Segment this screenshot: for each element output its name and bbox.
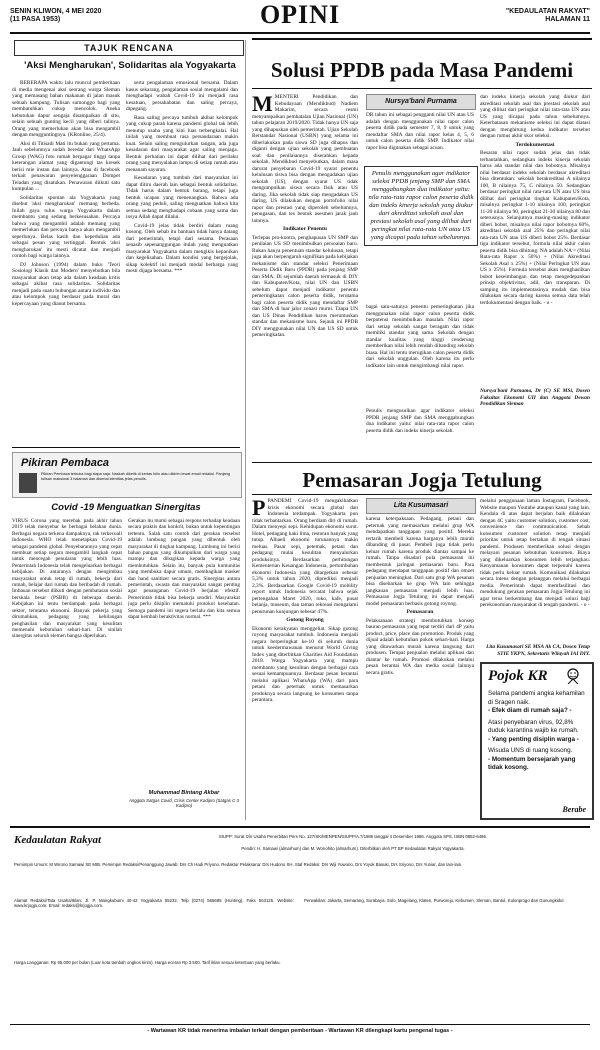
pojok-items [488,690,586,773]
pembaca-portrait-icon [19,473,37,493]
header-paper: "KEDAULATAN RAKYAT" [505,8,590,15]
pembaca-col-1: VIRUS Corona yang merebak pada akhir tahun 2019 telah menyebar ke berbagai belahan dunia. Berbagai negara terkena dampaknya, tak terkecuali Indonesia. WHO telah menetapkan Covid-19 sebagai pandemi global. Penyebarannya yang cepat membuat setiap negara mengambil langkah cepat untuk mencegah penularan yang lebih luas. Pemerintah Indonesia telah mengeluarkan berbagai kebijakan. Di antaranya dengan mengimbau masyarakat untuk tetap di rumah, bekerja dari rumah, belajar dari rumah dan beribadah di rumah. Imbauan tersebut diikuti dengan pembatasan sosial berskala besar (PSBB) di beberapa daerah. Kebijakan ini tentu berdampak pada berbagai sektor, terutama ekonomi. Banyak pekerja yang dirumahkan, pedagang yang kehilangan penghasilan dan masyarakat yang kesulitan memenuhi kebutuhan sehari-hari. Di sinilah sinergitas seluruh elemen bangsa diperlukan. [12,518,122,640]
section-title: OPINI [259,0,341,29]
pojok-item-2: - Efek diam di rumah saja? - [488,707,572,714]
pojok-item-6: - Momentum bersejarah yang tidak kosong. [488,755,576,771]
colophon-people: Pemimpin Umum: M Wirono Samawi SE MIB. Pemimpin Redaksi/Penanggung Jawab: Drs Ch Hadi Priyono. Redaktur Pelaksana: Drs Hudono SH. Staf Redaksi: Drs Wiji Yuwono, Drs Yoyok Basuki, Drs Sriyono, Drs Yuniar, dan lain-lain. [14,862,463,867]
jogja-title: Pemasaran Jogja Tetulung [302,468,542,492]
jogja-col2b-text: Pelaksanaan strategi membutuhkan konsep bauran pemasaran yang tepat terdiri dari 4P yaitu product, price, place dan promotion. Produk yang dijual adalah kebutuhan pokok sehari-hari. Harga yang ditawarkan murah karena langsung dari produsen. Tempat penjualan melalui aplikasi dan diantar ke rumah. Promosi dilakukan melalui pesan berantai WA dan media sosial lainnya secara gratis. [366,617,474,676]
ppdb-subhead-1: Indikator Penentu [283,226,327,232]
tajuk-title: 'Aksi Mengharukan', Solidaritas ala Yogyakarta [24,60,236,71]
jogja-byline-box [366,498,476,514]
ppdb-subhead-2: Terdokumentasi [515,141,555,148]
colophon-founded: Pendiri: H. Samawi (almarhum) dan M. Wonohito (almarhum). Diterbitkan oleh PT BP Kedaulatan Rakyat Yogyakarta. [241,846,465,851]
ppdb-col-2a: DB tahun ini sebagai pengganti nilai UN atau US adalah dengan menggunakan nilai rapor calon peserta didik pada semester 7, 8, 9 untuk yang mendaftar SMA dan nilai rapor kelas 4, 5, 6 untuk calon peserta didik SMP. Indikator nilai rapor bisa digunakan sebagai acuan. [366,112,474,151]
column-separator [245,40,246,820]
ppdb-col-2c: Penulis mengusulkan agar indikator seleksi PPDB jenjang SMP dan SMA menggabungkan dua indikator yaitu: nilai rata-rata rapor calon peserta didik dan indeks kinerja sekolah. [366,408,474,434]
jogja-byline: Lita Kusumasari [393,502,449,509]
pojok-mascot-icon [564,668,582,684]
jogja-col1b-text: Ekonomi kerakyatan menggeliat. Sikap gotong royong masyarakat tumbuh. Indonesia menjadi negara berperingkat ke-10 di seluruh dunia untuk keedermawanan menurut World Giving Index yang diterbitkan Charities Aid Foundation 2018. Warga Yogyakarta yang mampu membantu yang kesulitan dengan berbagai cara sesuai kemampuannya. Berdasar pesan berantai melalui aplikasi WhatsApp (WA) dari para petani dan peternak untuk memasarkan produknya secara langsung ke konsumen tanpa perantara. [252,625,358,703]
jogja-title-rule [252,494,592,495]
ppdb-col1-text: MENTERI Pendidikan dan Kebudayaan (Mendikbud) Nadiem Makarim, secara resmi menyampaikan pembatalan Ujian Nasional (UN) tahun pelajaran 2019/2020. Tidak hanya UN saja yang dihapuskan oleh pemerintah. Ujian Sekolah Berstandar Nasional (USBN) yang selama ini diberlakukan pada siswa SD juga dihapus dan diganti dengan ujian sekolah yang pembuatan soal dan penilaiannya diserahkan kepada sekolah. Mendikbud menyebutkan, dalam masa darurat penyebaran Covid-19 syarat penentu kelulusan siswa bisa dengan mengadakan ujian sekolah (US), dengan syarat US tidak mengumpulkan siswa secara fisik atau US daring. Jika sekolah tidak siap mengadakan US daring, US dilakukan dengan portofolio nilai rapor dan prestasi yang diperoleh sebelumnya, penugasan, dan tes bentuk asesmen jarak jauh lainnya. [252,94,358,224]
tajuk-p1: BEBERAPA waktu lalu muncul pemberitaan di media mengenai aksi seorang warga Sleman yang memasang bahan makanan di jalan masuk sebuah kampung. Tulisan sumonggo bagi yang membutuhkan cukup mencolok. Aneka kebutuhan dapur sengaja disampaikan di situ, selain sebuah gunting kecil yang diberi talinya. Orang yang memerlukan akan bisa mengambil dengan mengguntingnya. (KRonline, 25/4). [12,80,120,138]
pembaca-intro: Pikiran Pembaca terbuka bagi siapa saja. Naskah diketik di kertas folio atau dikirim lewat email redaksi. Panjang tulisan maksimal 3 halaman dan disertai identitas jelas penulis. [41,472,230,481]
tajuk-kicker: TAJUK RENCANA [84,43,174,53]
jogja-col-1 [252,498,358,816]
tajuk-p2: Aksi di Titisadi Mati itu bukan yang pertama. Jauh sebelumnya sudah beredar dari WhatsApp Group (WAG) foto rumah berpagar tinggi tanpa keterangan alamat yang digantungi tas kresek berisi mie instan dan lainnya. Atau di facebook terkait penawaran penyelenggaraan Dompet Teladan yang disatukan. Penawaran diikuti satu kumpulan ... [12,140,120,192]
colophon-perwakilan: Perwakilan: Jakarta, Semarang, Surabaya, Solo, Magelang, Klaten, Purworejo, Kebumen, Sleman, Bantul, Kulonprogo dan Gunungkidul. [304,898,565,903]
colophon-address: Alamat Redaksi/Tata Usaha/Iklan: Jl. P. Mangkubumi 40-42 Yogyakarta 55232. Telp (0274) 565685 (Hunting). Faks 563125. Website: www.krjogja.com. Email: redaksi@krjogja.com. [14,898,294,909]
colophon-siup: SIUPP: Surat Izin Usaha Penerbitan Pers No. 127/SK/MENPEN/SIUPP/A.7/1986 tanggal 4 Desember 1986. Anggota SPS. ISBN 0852-6486. [218,834,488,839]
tajuk-p8: Covid-19 jelas tidak berdiri dalam ruang kosong. Oleh sebab itu bantuan tidak hanya datang dari pemerintah, tetapi dari sesama. Perasaan senasib sepenanggungan itulah yang menguatkan masyarakat Yogyakarta dalam mengikis kepanikan dan kegelisahan. Dalam kondisi yang bergejolak, sikap kolektif ini menjadi modal berharga yang mesti dijaga bersama. *** [126,222,238,274]
jogja-col-2 [366,516,474,816]
ppdb-dropcap: M [252,94,273,116]
ppdb-top-rule [252,38,592,40]
header-date: SENIN KLIWON, 4 MEI 2020 [10,8,102,15]
colophon-logo: Kedaulatan Rakyat [14,834,102,846]
pojok-item-1: Selama pandemi angka kehamilan di Sragen naik. [488,690,585,706]
ppdb-title-rule [252,88,592,89]
header-edition: (11 PASA 1953) [10,16,61,23]
colophon-prices: Harga Langganan: Rp 95.000 per bulan (Luar kota tambah ongkos kirim). Harga eceran Rp 3.500. Tarif iklan sesuai ketentuan yang berlaku. [14,960,281,965]
footer-rule [10,1024,590,1025]
ppdb-col3a-text: dan indeks kinerja sekolah yang diukur dari akreditasi sekolah asal dan prestasi sekolah asal yang dilihat dari peringkat nilai rata-rata UN atau US yang dicapai pada tahun sebelumnya. Keterbatasan mekanisme seleksi ini dapat diatasi dengan menghitung kedua indikator tersebut dengan rumus akhir skor seleksi. [480,94,590,139]
tajuk-p4: DJ Johnson (1994) dalam buku 'Teori Sosiologi Klasik dan Modern' menyebutkan bila masyarakat akan tetap ada dalam keadaan kritis sebagai akibat rasa solidaritas. Solidaritas menjadi pada suatu hubungan antara individu dan atau kelompok yang berdasar pada moral dan kepercayaan yang dianut bersama. [12,261,120,307]
pembaca-col-2: Gerakan itu mumi sebagai respons terhadap keadaan secara praktis dan konkrit, bukan untuk kepentingan tertentu. Salah satu contoh dari gerakan tersebut adalah lumbung pangan yang dibentuk oleh masyarakat di tingkat kampung. Lumbung ini berisi bahan pangan yang dikumpulkan dari warga yang mampu dan dibagikan kepada warga yang membutuhkan. Selain itu, banyak pula komunitas yang membuka dapur umum, membagikan masker dan hand sanitizer secara gratis. Sinergitas antara pemerintah, swasta dan masyarakat sangat penting agar penanganan Covid-19 berjalan efektif. Pemerintah tidak bisa bekerja sendiri. Masyarakat juga perlu disiplin mematuhi protokol kesehatan. Semoga pandemi ini segera berlalu dan kita semua dapat kembali beraktivitas normal. *** [128,518,240,621]
ppdb-col1b-text: Terlepas pro-kontra, penghapusan UN SMP dan penilaian US SD menimbulkan persoalan baru. Bukan hanya penentuan standar kelulusan, tetapi juga akan berpengaruh signifikan pada kebijakan mekanisme dan standar seleksi Penerimaan Peserta Didik Baru (PPDB) pada jenjang SMP dan SMA. Di sejumlah daerah termasuk di DIY dan Kabupaten/Kota, nilai UN dan USBN sebelum dapat menjadi indikator penentu pemeringkatan calon peserta didik, terutama bagi calon peserta didik yang mendaftar SMP dan SMA di luar jalur zonasi murni. Tanpa UN dan US Dinas Pendidikan harus merumuskan standar dan mekanisme baru. Sejauh ini PPDB DIY menggunakan nilai UN dan US SD untuk pemeringkatan. [252,234,358,338]
tajuk-p3: Solidaritas spontan ala Yogyakarta yang disebut 'aksi mengharukan' memang berbeda. Inilah gaya tulus warga Yogyakarta dalam membantu yang sedang berkesusahan. Percaya bahwa yang mengambil adalah memang yang memerlukan dan percaya hanya akan mengambil seperlunya. Belas kasih dan kepedulian ada sebagai pesan yang tertinggal. Bentuk 'aksi mengharukan' itu mesti dicatat dan menjadi contoh bagi warga lainnya. [12,194,120,259]
tajuk-col-1 [12,80,120,442]
colophon-footer: - Wartawan KR tidak menerima imbalan terkait dengan pemberitaan - Wartawan KR dilengkapi kartu pengenal tugas - [147,1028,453,1034]
ppdb-bottom-rule [252,462,592,463]
tajuk-p6: Rasa saling percaya tumbuh akibat kelompok yang cukup parah karena pandemi global tak lebih menutup usaha yang kini luas terbengkalai. Hal inilah yang membuat rasa persaudaraan makin kuat. Selain saling mengulurkan tangan, ada juga kesadaran dari masyarakat agar saling menjaga. Bentuk perhatian ini dapat dilihat dari perilaku orang yang menyalakan lampu di setiap rumah atau menanam sayuran. [126,114,238,173]
jogja-author-note: Lita Kusumasari SE MSA Ak CA, Dosen Tetap STIE YKPN, Sekretaris Wilayah IAI DIY. [486,644,590,657]
tajuk-divider [12,447,240,448]
pembaca-kicker: Pikiran Pembaca [21,457,110,469]
ppdb-pullquote: Penulis menggunakan agar indikator seleksi PPDB jenjang SMP dan SMA menggabungkan dua indikator yaitu: nila rata-rata rapor calon peserta didik dan indeks kinerja sekolah yang diukur dari akreditasi sekolah asal dan prestasi sekolah asal yang dilihat dari peringkat nilai rata-rata UN atau US yang dicapai pada tahun sebelumnya. [364,166,478,246]
header-page: HALAMAN 11 [545,16,590,23]
header-rule [10,32,590,34]
pembaca-author: Muhammad Bintang Akbar [148,790,220,796]
ppdb-col-2b: bagai satu-satunya penentu pemeringkatan jika menggunakan nilai rapor calon peserta didik berpotensi menimbulkan masalah. Nilai rapor dari setiap sekolah sangat beragam dan tidak memiliki standar yang sama. Sekolah dengan standar kualitas yang tinggi cenderung memberikan nilai lebih rendah dibanding sekolah biasa. Hal ini tentu merugikan calon peserta didik dari sekolah unggulan. Oleh karena itu perlu indikator lain untuk mengimbangi nilai rapor. [366,304,474,369]
pembaca-header [12,452,242,498]
pojok-signature: Berabe [562,805,586,814]
pojok-box [480,662,594,820]
pembaca-author-role: Anggota Satgas Covid, Crisis Center Kadipro (Satgas C-3 Kadipro) [128,798,240,809]
pembaca-title: Covid -19 Menguatkan Sinergitas [51,502,201,513]
pojok-title: Pojok KR [488,668,548,684]
ppdb-byline-box [366,94,476,110]
header-paper-block [506,8,590,24]
tajuk-kicker-box [14,40,244,56]
tajuk-p5: serta pengalaman emosional bersama. Dalam kasus sekarang, pengalaman sosial mengalami dan menghadapi wabah Covid-19 ini menjadi rasa kesatuan, persahabatan dan saling percaya, dipegang. [126,80,238,112]
jogja-col2-text: karena keterpaksaan. Pedagang, petani dan peternak yang memasarkan melalui grup WA mendapatkan tanggapan yang positif. Mereka tertarik membeli karena harganya lebih murah dibanding di pasar. Pembeli juga tidak perlu keluar rumah karena produk diantar sampai ke rumah. Tanpa disadari pola pemasaran ini membentuk jaringan pemasaran baru. Para pedagang mendapat tanggapan positif dan omzet penjualan meningkat. Dari satu grup WA pesanan bisa disebarkan ke grup WA lain sehingga jangkauan pemasaran menjadi lebih luas. Pemasaran Jogja Tetulung ini dapat menjadi model pemasaran berbasis gotong royong. [366,516,474,607]
pojok-item-3: Atasi penyebaran virus, 92,8% duduk karantina wajib ke rumah. [488,718,579,734]
jogja-col1-text: PANDEMI Covid-19 mengakibatkan krisis ekonomi secara global dan Indonesia terdampak. Yogyakarta pun tidak terbantarkan. Orang berdiam diri di rumah. Dalam menyepi sepi. Kehidupan ekonomi surut. Hotel, pedagang kaki lima, restoran banyak yang tutup. Albaeli ekonomi turunannya makin meluas. Pasar sepi, petemak, petani dan pedagang mulai kesulitan menyalurkan produksinya. Berdasarkan perhitungan Kementerian Keuangan Indonesia, pertumbuhan ekonomi Indonesia yang ditargetkan sebesar 5,3% untuk tahun 2020, diprediksi menjadi 2,3%. Berdasarkan Google Covid-19 mobility report untuk Indonesia tercatat bahwa sejak pertengahan Maret 2020, toko, kafe, pusat belanja, museum, dan taman rekreasi mengalami penurunan kunjungan sebesar 47%. [252,498,358,615]
ppdb-col-3 [480,94,590,384]
ppdb-byline: Nursya'bani Purnama [385,98,457,105]
jogja-dropcap: P [252,498,266,520]
tajuk-col-2 [126,80,238,442]
jogja-subhead-1: Gotong Royong [286,617,324,623]
tajuk-p7: Kesadaran yang tumbuh dari masyarakat ini dapat ditiru daerah lain sebagai bentuk solidaritas. Tidak harus dalam bentuk barang, tetapi juga bentuk ucapan yang menenangkan. Bahwa ada orang yang peduli, saling menguatkan bahwa kita semua sedang menghadapi cobaan yang sama dan insya Allah dapat dilalui. [126,175,238,220]
colophon-rule [10,826,590,828]
pojok-item-5: Wisuda UNS di ruang kosong. [488,747,573,754]
ppdb-col-1 [252,94,358,456]
ppdb-author-note: Nursya'bani Purnama, Dr (C) SE MSi, Dosen Fakultas Ekonomi UII dan Anggota Dewan Pendidikan Sleman [480,388,590,407]
jogja-col-3: melalui penggunaan laman Instagram, Facebook, Website maupun Youtube ataupun kanal yang lain. Kendala di atas dapat berjalan baik dilakukan dengan 4C yaitu customer solution, customer cost, convenience dan communication. Sebab konsumen customer solution tetap menjadi prioritas untuk tetap bertahan di tengah situasi pandemi. Produsen memberikan solusi dengan melayani pesanan kebutuhan konsumen. Biaya yang dikeluarkan konsumen lebih terjangkau. Kenyamanan konsumen dapat terpenuhi karena tidak perlu keluar rumah. Komunikasi dilakukan secara intens dengan pelanggan melalui berbagai media. Pemerintah dapat memfasilitasi dan mendukung gerakan pemasaran Jogja Tetulung ini agar terus berkembang dan menjadi solusi bagi perekonomian masyarakat di tengah pandemi. - o - [480,498,590,608]
jogja-subhead-2: Pemasaran [406,609,434,615]
ppdb-title: Solusi PPDB pada Masa Pandemi [270,58,574,82]
pojok-item-4: - Yang penting disiplin warga - [488,735,579,743]
ppdb-col3b-text: Besaran nilai rapor sudah jelas dan tidak terbantahkan, sedangkan indeks kinerja sekolah harus ada standar nilai dan bobotnya. Misalnya nilai berdasar indeks sekolah berdasar akreditasi bisa ditentukan: sekolah berakreditasi A nilainya 100, B nilainya 75, C nilainya 50. Sedangkan berdasar peringkat nilai rata-rata UN atau US bisa dilihat dari peringkat tingkat Kabupaten/Kota, misalnya peringkat 1-10 nilainya 100, peringkat 11-20 nilainya 90, peringkat 21-30 nilainya 80 dan seterusnya. Selanjutnya masing-masing indikator diberi bobot, misalnya nilai rapor bobotnya 60%, akreditasi sekolah asal 25% dan peringkat nilai rata-rata UN atau US diberi bobot 25%. Berdasar tiga indikator tersebut, formula nilai akhir calon peserta didik bisa dihitung: NA adalah NA = (Nilai Rata-rata Rapor x 50%) + (Nilai Akreditasi Sekolah Asal x 25%) + (Nilai Peringkat UN atau US x 25%). Formula tersebut akan menghasilkan bobot keseimbangan dan tetap mengedepankan prinsip objektivitas, adil, dan transparan. Di samping itu implementasinya mudah dan bisa dilakukan secara daring karena semua data telah terdokumentasi dengan baik. - o - [480,150,590,306]
